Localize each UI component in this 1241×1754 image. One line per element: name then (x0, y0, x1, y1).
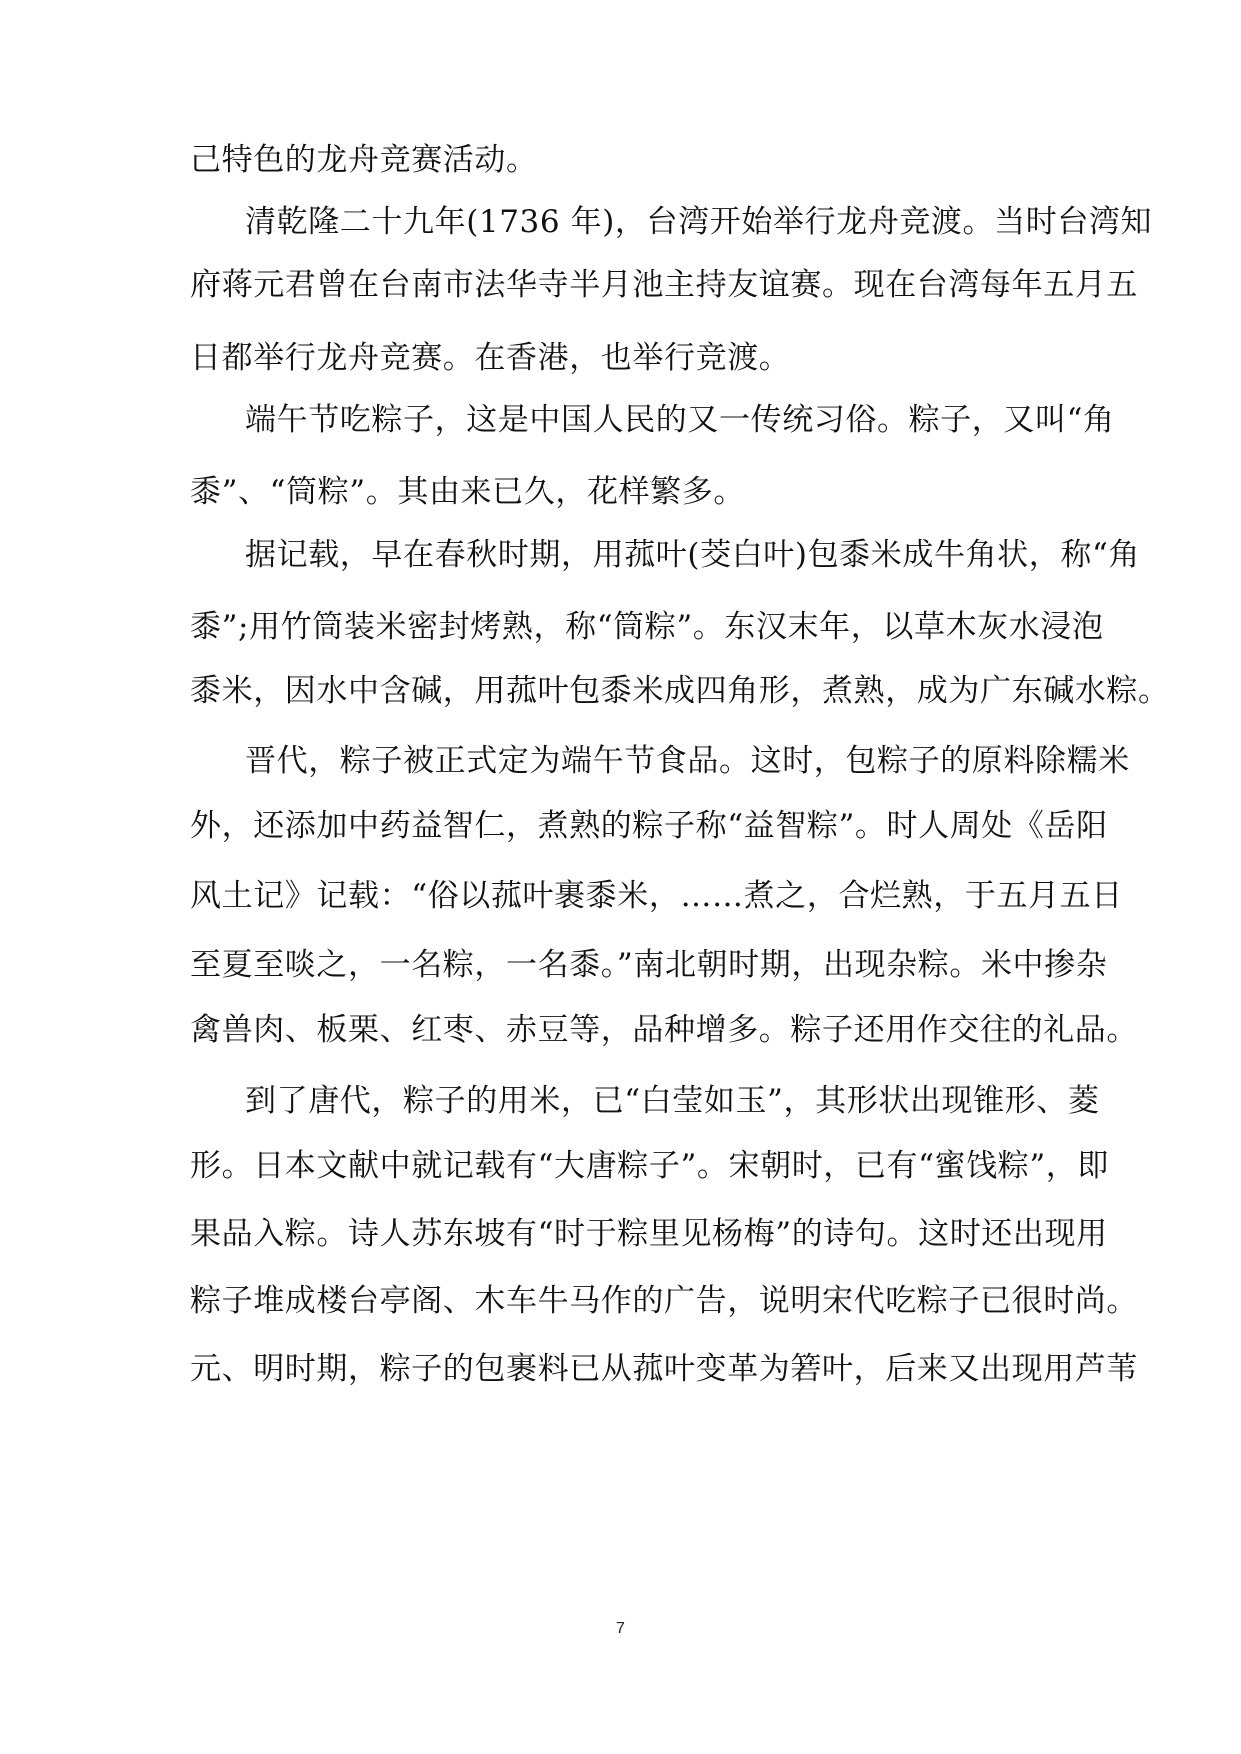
text-line-7: 据记载，早在春秋时期，用菰叶(茭白叶)包黍米成牛角状，称“角 (245, 537, 1141, 573)
text-line-16: 形。日本文献中就记载有“大唐粽子”。宋朝时，已有“蜜饯粽”，即 (190, 1148, 1109, 1184)
text-line-8: 黍”;用竹筒装米密封烤熟，称“筒粽”。东汉末年，以草木灰水浸泡 (190, 609, 1104, 645)
text-line-15: 到了唐代，粽子的用米，已“白莹如玉”，其形状出现锥形、菱 (245, 1083, 1100, 1119)
text-line-3: 府蒋元君曾在台南市法华寺半月池主持友谊赛。现在台湾每年五月五 (190, 267, 1138, 303)
text-line-11: 外，还添加中药益智仁，煮熟的粽子称“益智粽”。时人周处《岳阳 (190, 808, 1108, 844)
text-line-4: 日都举行龙舟竞赛。在香港，也举行竞渡。 (190, 340, 791, 376)
text-line-17: 果品入粽。诗人苏东坡有“时于粽里见杨梅”的诗句。这时还出现用 (190, 1216, 1108, 1252)
text-line-9: 黍米，因水中含碱，用菰叶包黍米成四角形，煮熟，成为广东碱水粽。 (190, 673, 1170, 709)
text-line-12: 风土记》记载：“俗以菰叶裹黍米，……煮之，合烂熟，于五月五日 (190, 878, 1123, 914)
text-line-5: 端午节吃粽子，这是中国人民的又一传统习俗。粽子，又叫“角 (245, 402, 1115, 438)
text-line-6: 黍”、“筒粽”。其由来已久，花样繁多。 (190, 474, 745, 510)
text-line-2: 清乾隆二十九年(1736 年)，台湾开始举行龙舟竞渡。当时台湾知 (245, 204, 1153, 240)
text-line-18: 粽子堆成楼台亭阁、木车牛马作的广告，说明宋代吃粽子已很时尚。 (190, 1283, 1138, 1319)
text-line-14: 禽兽肉、板栗、红枣、赤豆等，品种增多。粽子还用作交往的礼品。 (190, 1012, 1138, 1048)
text-line-1: 己特色的龙舟竞赛活动。 (190, 142, 538, 178)
text-line-10: 晋代，粽子被正式定为端午节食品。这时，包粽子的原料除糯米 (245, 743, 1130, 779)
text-line-13: 至夏至啖之，一名粽，一名黍。”南北朝时期，出现杂粽。米中掺杂 (190, 947, 1108, 983)
page-number: 7 (616, 1620, 625, 1637)
text-line-19: 元、明时期，粽子的包裹料已从菰叶变革为箬叶，后来又出现用芦苇 (190, 1351, 1138, 1387)
